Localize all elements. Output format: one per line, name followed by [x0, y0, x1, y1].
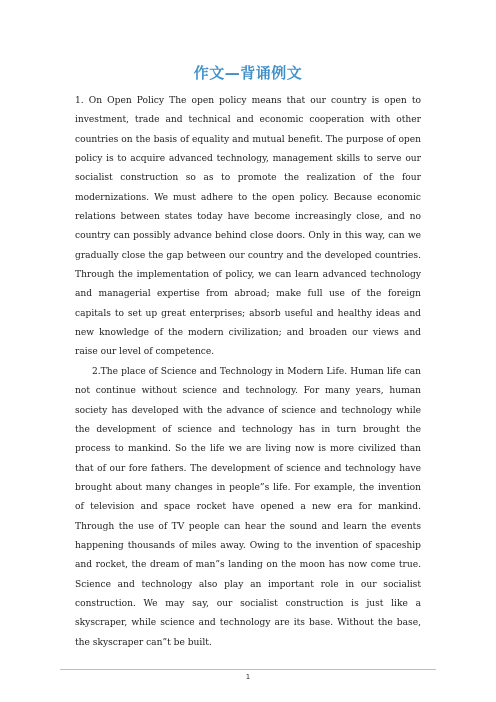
paragraph-science-technology: 2.The place of Science and Technology in Modern Life. Human life can not continue without science and technology. For many years, human society has developed with the advance of science and technology while the development of science and technology has in turn brought the process to mankind. So the life we are living now is more civilized than that of our fore fathers. The development of science and technology have brought about many changes in people”s life. For example, the invention of television and space rocket have opened a new era for mankind. Through the use of TV people can hear the sound and learn the events happening thousands of miles away. Owing to the invention of spaceship and rocket, the dream of man”s landing on the moon has now come true. Science and technology also play an important role in our socialist construction. We may say, our socialist construction is just like a skyscraper, while science and technology are its base. Without the base, the skyscraper can”t be built. [75, 366, 421, 648]
paragraph-open-policy: 1. On Open Policy The open policy means that our country is open to investment, trade and technical and economic cooperation with other countries on the basis of equality and mutual benefit. The purpose of open policy is to acquire advanced technology, management skills to serve our socialist construction so as to promote the realization of the four modernizations. We must adhere to the open policy. Because economic relations between states today have become increasingly close, and no country can possibly advance behind close doors. Only in this way, can we gradually close the gap between our country and the developed countries. Through the implementation of policy, we can learn advanced technology and managerial expertise from abroad; make full use of the foreign capitals to set up great enterprises; absorb useful and healthy ideas and new knowledge of the modern civilization; and broaden our views and raise our level of competence. [75, 96, 421, 358]
footer-divider [60, 669, 436, 670]
document-body [75, 92, 421, 653]
page-number: 1 [245, 673, 251, 681]
document-title: 作文—背诵例文 [193, 64, 303, 82]
